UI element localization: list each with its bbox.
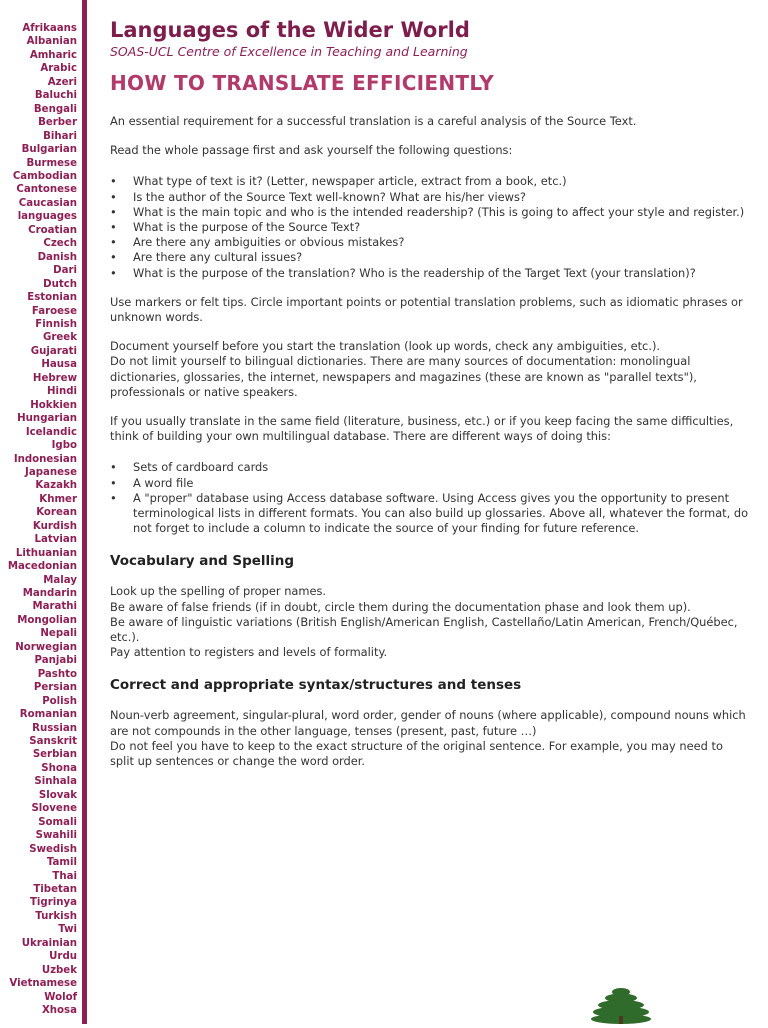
sidebar-language-item[interactable]: Somali: [38, 816, 77, 828]
database-ways-list: [110, 460, 750, 536]
sidebar-language-item[interactable]: Burmese: [26, 157, 77, 169]
sidebar-language-item[interactable]: Russian: [32, 722, 77, 734]
sidebar-language-item[interactable]: Khmer: [39, 493, 77, 505]
read-prompt: Read the whole passage first and ask yourself the following questions:: [110, 143, 513, 158]
list-item: • Is the author of the Source Text well-known? What are his/her views?: [110, 190, 750, 205]
list-item: • What is the main topic and who is the intended readership? (This is going to affect your style and register.): [110, 205, 750, 220]
sidebar-language-item[interactable]: Twi: [58, 924, 77, 936]
sidebar-language-item[interactable]: Swedish: [29, 843, 77, 855]
site-subtitle: SOAS-UCL Centre of Excellence in Teaching and Learning: [110, 44, 468, 59]
sidebar-language-item[interactable]: Latvian: [34, 534, 77, 546]
sidebar-language-item[interactable]: Finnish: [35, 318, 77, 330]
sidebar-language-item[interactable]: Czech: [43, 238, 77, 250]
sidebar-language-item[interactable]: Tigrinya: [29, 897, 77, 909]
sidebar-language-item[interactable]: languages: [17, 211, 77, 223]
sidebar-language-item[interactable]: Sinhala: [34, 776, 77, 788]
page-title: HOW TO TRANSLATE EFFICIENTLY: [110, 71, 495, 95]
vocab-line: Be aware of linguistic variations (British English/American English, Castellaño/Latin American, French/Québec, etc.).: [110, 614, 738, 645]
sidebar-language-item[interactable]: Tibetan: [33, 884, 77, 895]
syntax-section: [110, 708, 750, 769]
sidebar-language-item[interactable]: Nepali: [40, 628, 77, 640]
sidebar-language-item[interactable]: Serbian: [32, 749, 77, 761]
site-title: Languages of the Wider World: [110, 18, 470, 42]
list-item: • A "proper" database using Access database software. Using Access gives you the opportunity to present terminological lists in different formats. You can also build up glossaries. Above all, whatever the format, do not forget to include a column to indicate the source of your finding for future reference.: [110, 491, 750, 537]
sidebar-language-item[interactable]: Bulgarian: [21, 144, 77, 156]
article-body: [110, 114, 750, 769]
intro-paragraph: An essential requirement for a successful translation is a careful analysis of the Source Text.: [110, 114, 637, 128]
sidebar-language-item[interactable]: Icelandic: [25, 426, 77, 438]
sidebar-language-item[interactable]: Ukrainian: [21, 937, 77, 949]
sidebar-language-item[interactable]: Greek: [43, 332, 77, 344]
list-item: • Sets of cardboard cards: [110, 460, 750, 475]
list-item: • What is the purpose of the translation? Who is the readership of the Target Text (your translation)?: [110, 266, 750, 281]
sidebar-language-item[interactable]: Polish: [42, 695, 77, 707]
sidebar-language-item[interactable]: Cambodian: [12, 170, 77, 182]
list-item: • Are there any ambiguities or obvious mistakes?: [110, 235, 750, 250]
sidebar-language-item[interactable]: Arabic: [40, 63, 77, 75]
sidebar-language-item[interactable]: Norwegian: [15, 641, 77, 653]
sidebar-language-item[interactable]: Lithuanian: [15, 547, 77, 559]
sidebar-language-item[interactable]: Mandarin: [22, 588, 77, 600]
sidebar-language-item[interactable]: Hausa: [41, 359, 77, 371]
sidebar-language-item[interactable]: Korean: [36, 507, 77, 519]
sidebar-language-item[interactable]: Kurdish: [32, 520, 77, 532]
sidebar-language-item[interactable]: Wolof: [44, 991, 77, 1003]
sidebar-language-item[interactable]: Hindi: [46, 386, 77, 398]
sidebar-language-item[interactable]: Gujarati: [30, 345, 77, 357]
syntax-line: Noun-verb agreement, singular-plural, word order, gender of nouns (where applicable), compound nouns which are not compounds in the other language, tenses (present, past, future …): [110, 708, 746, 738]
sidebar-language-item[interactable]: Malay: [43, 574, 77, 586]
questions-list: [110, 174, 750, 280]
sidebar-language-item[interactable]: Kazakh: [35, 480, 77, 492]
sidebar-language-item[interactable]: Romanian: [19, 709, 77, 721]
sidebar-language-item[interactable]: Bengali: [33, 103, 77, 115]
list-item: • A word file: [110, 476, 750, 491]
tree-logo-icon: [590, 986, 652, 1024]
sidebar-language-item[interactable]: Shona: [41, 762, 77, 774]
sidebar-language-item[interactable]: Slovene: [31, 803, 77, 815]
sidebar-language-item[interactable]: Thai: [52, 870, 77, 882]
sidebar-language-item[interactable]: Estonian: [27, 292, 77, 304]
sidebar-language-item[interactable]: Swahili: [35, 830, 77, 842]
sidebar-language-item[interactable]: Dutch: [43, 278, 77, 290]
sidebar-divider: [82, 0, 87, 1024]
sidebar-language-item[interactable]: Caucasian: [18, 197, 77, 209]
sidebar-language-item[interactable]: Pashto: [37, 668, 77, 680]
sidebar-language-item[interactable]: Dari: [53, 265, 77, 277]
sidebar-language-item[interactable]: Baluchi: [34, 90, 77, 102]
sidebar-language-item[interactable]: Danish: [37, 251, 77, 263]
sidebar-language-item[interactable]: Bihari: [43, 130, 77, 142]
sidebar-language-item[interactable]: Hokkien: [30, 399, 77, 411]
sidebar-language-item[interactable]: Albanian: [26, 36, 77, 48]
sidebar-language-item[interactable]: Indonesian: [13, 453, 77, 465]
main-content: [110, 16, 750, 769]
sidebar-language-item[interactable]: Panjabi: [34, 655, 77, 667]
syntax-heading: Correct and appropriate syntax/structures and tenses: [110, 677, 522, 694]
database-paragraph: If you usually translate in the same field (literature, business, etc.) or if you keep facing the same difficulties, think of building your own multilingual database. There are different ways of doing this:: [110, 414, 734, 444]
sidebar-language-item[interactable]: Azeri: [47, 76, 77, 88]
list-item: • What is the purpose of the Source Text?: [110, 220, 750, 235]
vocab-line: Pay attention to registers and levels of formality.: [110, 645, 388, 660]
sidebar-language-item[interactable]: Sanskrit: [29, 736, 77, 748]
list-item: • Are there any cultural issues?: [110, 250, 750, 265]
vocabulary-heading: Vocabulary and Spelling: [110, 553, 295, 570]
sidebar-language-item[interactable]: Slovak: [38, 789, 77, 801]
sidebar-language-item[interactable]: Turkish: [35, 910, 77, 922]
sidebar-language-item[interactable]: Marathi: [32, 601, 77, 613]
document-paragraph: Document yourself before you start the translation (look up words, check any ambiguities, etc.).: [110, 339, 661, 354]
sidebar-language-item[interactable]: Xhosa: [41, 1005, 77, 1017]
syntax-line: Do not feel you have to keep to the exact structure of the original sentence. For example, you may need to split up sentences or change the word order.: [110, 738, 723, 769]
sidebar-language-item[interactable]: Faroese: [31, 305, 77, 317]
vocab-line: Look up the spelling of proper names.: [110, 584, 327, 599]
language-sidebar: [0, 0, 88, 1024]
vocab-line: Be aware of false friends (if in doubt, circle them during the documentation phase and look them up).: [110, 599, 691, 614]
sidebar-language-item[interactable]: Amharic: [29, 49, 77, 61]
sidebar-language-item[interactable]: Afrikaans: [22, 23, 77, 34]
sidebar-language-item[interactable]: Hebrew: [32, 372, 77, 384]
sidebar-language-item[interactable]: Berber: [38, 117, 77, 129]
sidebar-language-item[interactable]: Mongolian: [17, 614, 77, 626]
list-item: • What type of text is it? (Letter, newspaper article, extract from a book, etc.): [110, 174, 750, 189]
sidebar-language-item[interactable]: Igbo: [51, 440, 77, 452]
sidebar-language-item[interactable]: Hungarian: [17, 413, 77, 425]
sidebar-language-item[interactable]: Cantonese: [16, 184, 77, 196]
sidebar-language-item[interactable]: Persian: [33, 682, 77, 694]
sidebar-language-item[interactable]: Macedonian: [7, 561, 77, 573]
language-list: [8, 22, 77, 1018]
sidebar-language-item[interactable]: Vietnamese: [9, 978, 77, 990]
sidebar-language-item[interactable]: Croatian: [28, 224, 77, 236]
vocabulary-section: [110, 584, 750, 660]
sidebar-language-item[interactable]: Uzbek: [41, 964, 77, 976]
sidebar-language-item[interactable]: Tamil: [46, 857, 77, 869]
sidebar-language-item[interactable]: Urdu: [49, 951, 77, 963]
sidebar-language-item[interactable]: Japanese: [25, 466, 77, 478]
markers-paragraph: Use markers or felt tips. Circle important points or potential translation problems, such as idiomatic phrases or unknown words.: [110, 294, 743, 325]
sources-paragraph: Do not limit yourself to bilingual dictionaries. There are many sources of documentation: monolingual dictionaries, glossaries, the internet, newspapers and magazines (these are known as "parallel texts"), professionals or native speakers.: [110, 354, 697, 399]
